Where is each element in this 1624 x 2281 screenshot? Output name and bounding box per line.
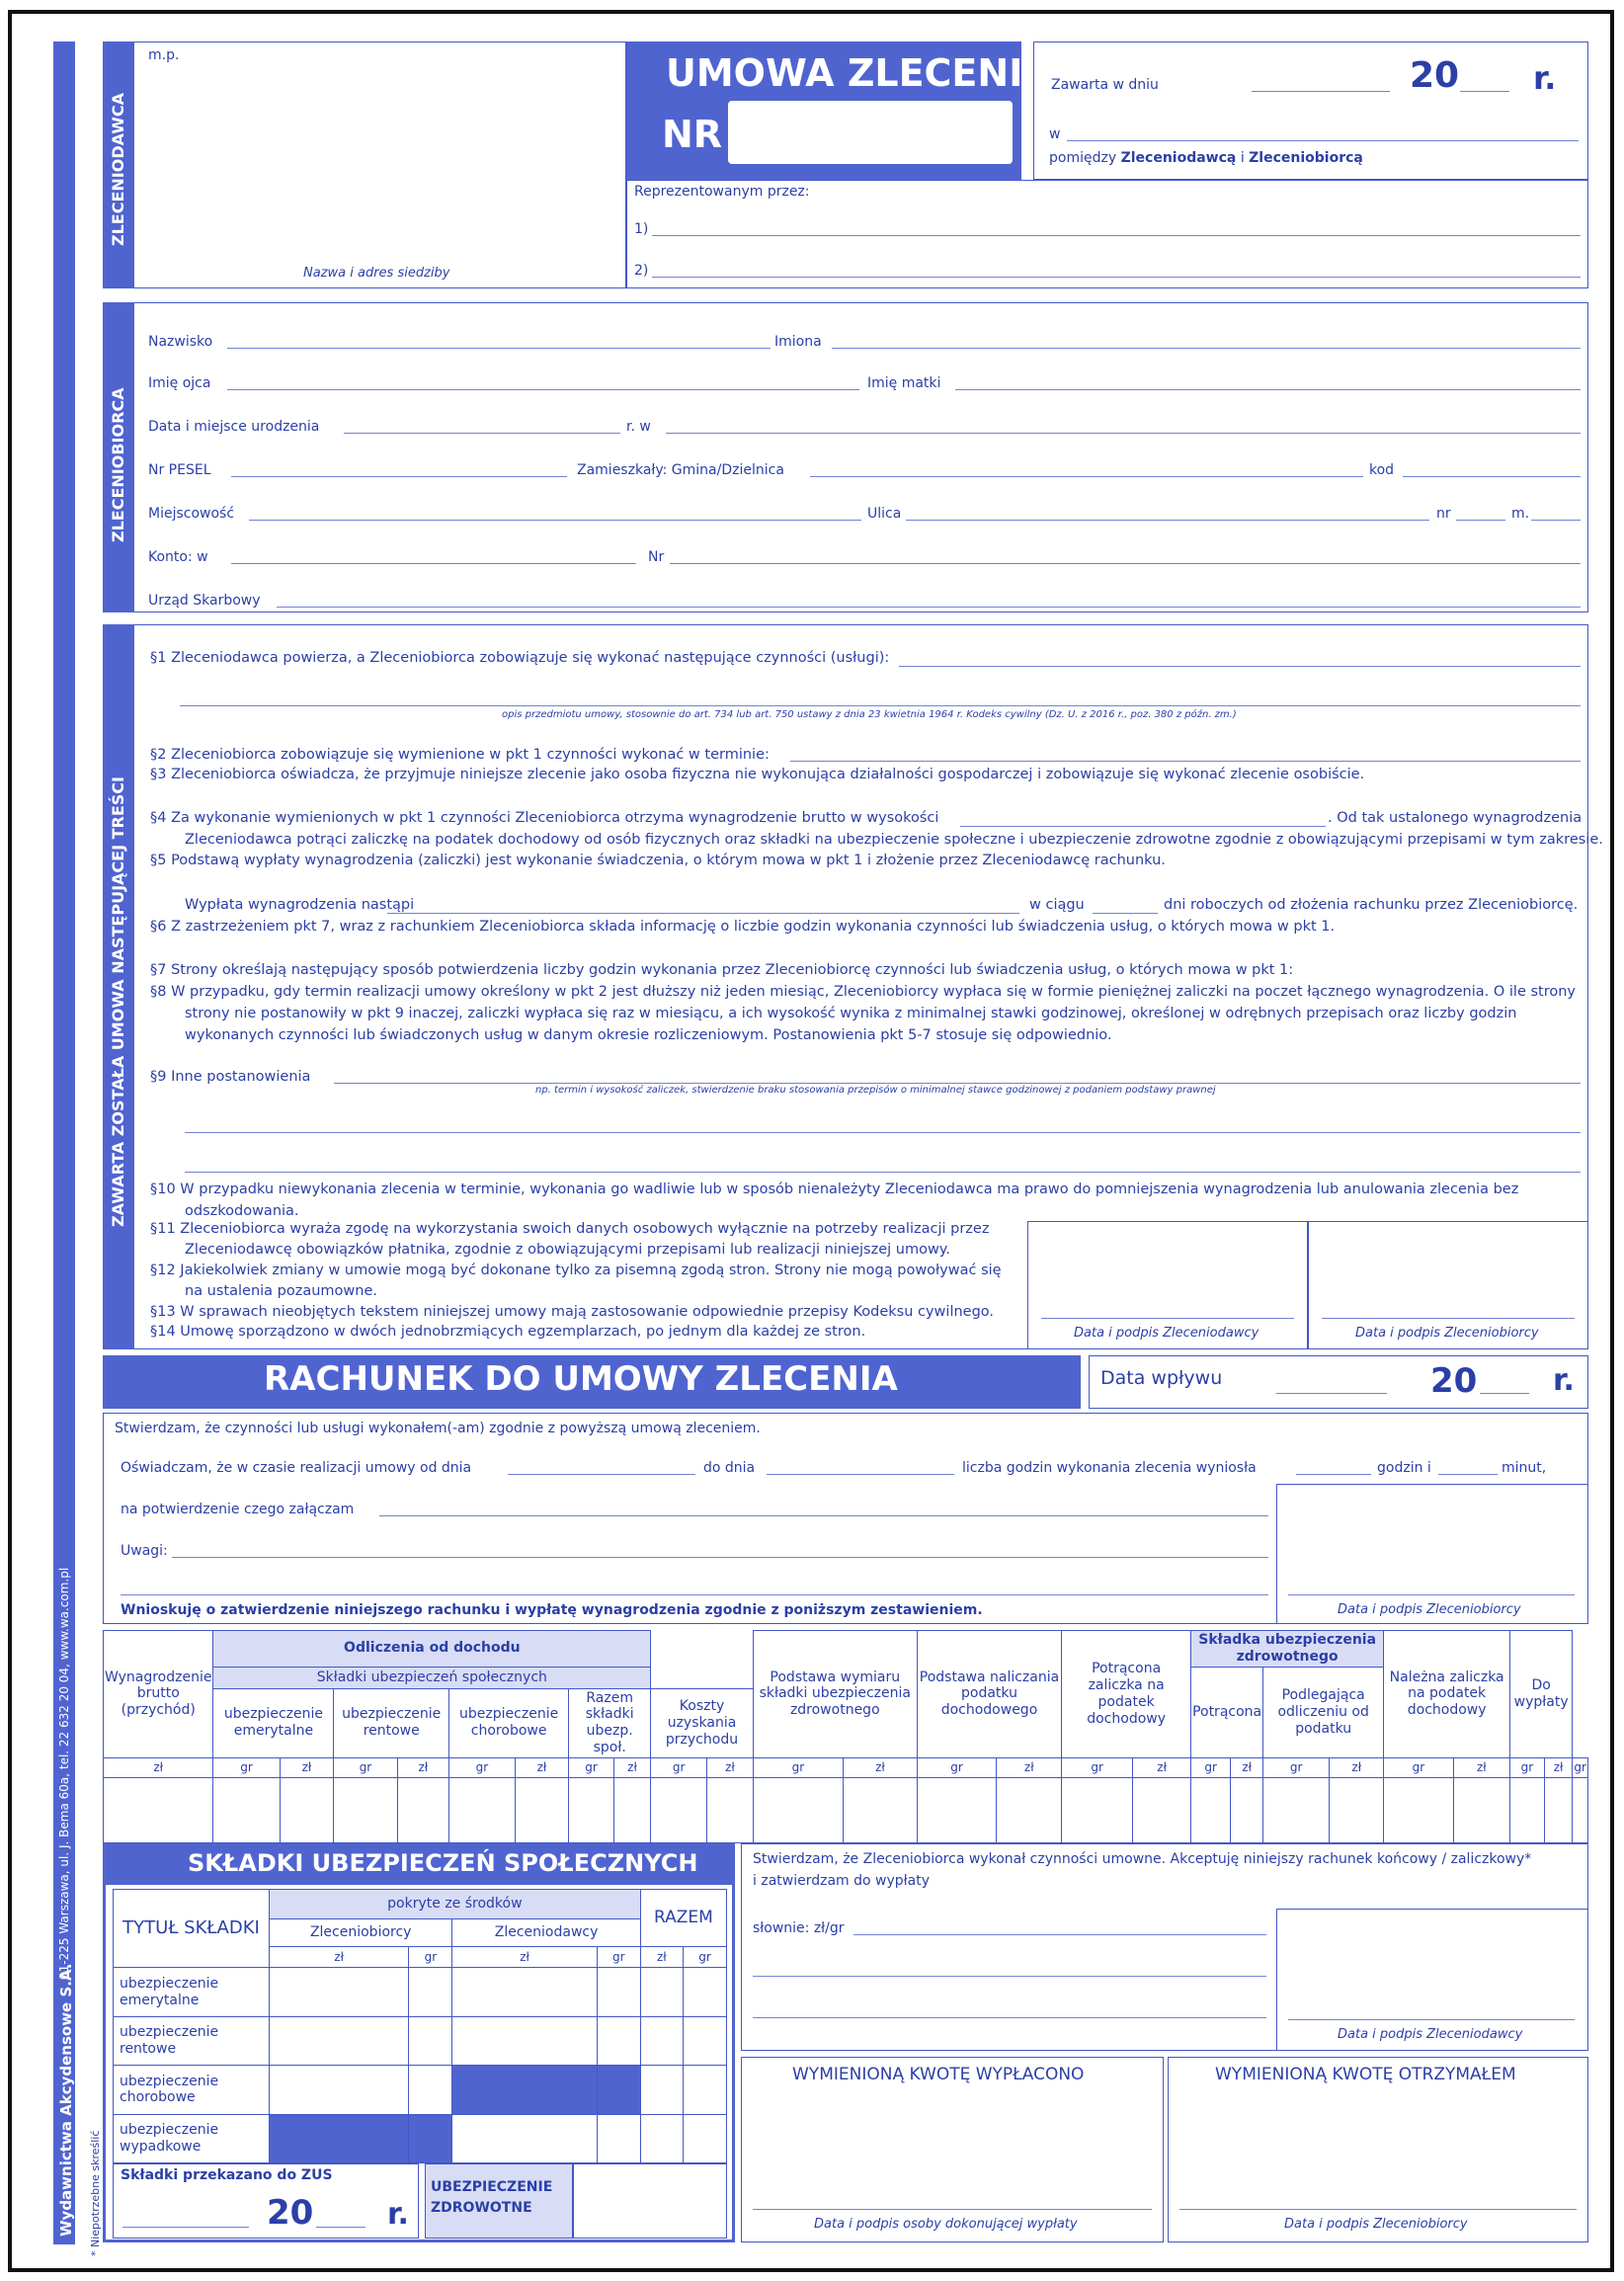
p1-field[interactable] [899, 666, 1581, 667]
cell[interactable] [684, 2016, 727, 2065]
th-zb: Zleceniobiorcy [270, 1919, 452, 1947]
p11b: Zleceniodawcę obowiązków płatnika, zgodnie z obowiązującymi przepisami lub realizacji niniejszej umowy. [185, 1242, 950, 1258]
cell[interactable] [409, 1968, 452, 2016]
do-dnia-field[interactable] [767, 1474, 954, 1475]
place-field[interactable] [1067, 140, 1579, 141]
konto-nr-field[interactable] [670, 563, 1581, 564]
od-dnia-field[interactable] [508, 1474, 695, 1475]
slownie-field-2[interactable] [753, 1976, 1266, 1977]
rach-year: 20 [1430, 1361, 1478, 1401]
rep1-label: 1) [634, 221, 649, 237]
bank-field[interactable] [231, 563, 636, 564]
th-zl: zł [707, 1757, 754, 1777]
amount-cell[interactable] [1544, 1777, 1572, 1842]
th-gr-2: gr [597, 1946, 640, 1967]
rach-l2c: liczba godzin wykonania zlecenia wyniosła [962, 1460, 1257, 1476]
data-wplywu-label: Data wpływu [1100, 1367, 1223, 1389]
p8: §8 W przypadku, gdy termin realizacji umowy określony w pkt 2 jest dłuższy niż jeden miesiąc, Zleceniobiorcy wypłaca się w formie pieniężnej zaliczki na poczet łącznego wynagrodzenia. O ile strony [150, 984, 1577, 1000]
data-ur-label: Data i miejsce urodzenia [148, 419, 320, 435]
th-gr-1: gr [409, 1946, 452, 1967]
p9-field[interactable] [334, 1083, 1581, 1084]
th-zl-1: zł [270, 1946, 409, 1967]
nr-label: nr [1436, 506, 1451, 522]
zleceniodawca-box [103, 41, 626, 288]
imie-ojca-label: Imię ojca [148, 375, 211, 391]
zleceniobiorca-box [103, 302, 1588, 612]
rach-l2d: godzin i [1377, 1460, 1431, 1476]
th-em: ubezpieczenie emerytalne [213, 1688, 334, 1757]
rep1-field[interactable] [652, 235, 1581, 236]
miejsce-ur-field[interactable] [666, 433, 1581, 434]
rach-r: r. [1553, 1363, 1575, 1398]
p10b: odszkodowania. [185, 1203, 299, 1219]
imie-matki-field[interactable] [955, 389, 1581, 390]
amount-cell[interactable] [515, 1777, 568, 1842]
rach-sig-label: Data i podpis Zleceniobiorcy [1338, 1602, 1521, 1617]
uwagi-field[interactable] [172, 1557, 1268, 1558]
rachunek-title: RACHUNEK DO UMOWY ZLECENIA [264, 1359, 898, 1399]
amount-cell[interactable] [707, 1777, 754, 1842]
th-podst: Podstawa wymiaru składki ubezpieczenia zdrowotnego [753, 1631, 917, 1758]
cell[interactable] [684, 2066, 727, 2114]
akc-l2: i zatwierdzam do wypłaty [753, 1873, 930, 1889]
p8c: wykonanych czynności lub świadczonych usług w danym okresie rozliczeniowym. Postanowienia pkt 5-7 stosuje się odpowiednio. [185, 1027, 1112, 1043]
skladki-title: SKŁADKI UBEZPIECZEŃ SPOŁECZNYCH [188, 1849, 698, 1877]
uwagi-field-2[interactable] [121, 1594, 1268, 1595]
p5c: w ciągu [1029, 897, 1085, 913]
p9-field-2[interactable] [185, 1132, 1581, 1133]
nazwisko-field[interactable] [227, 348, 771, 349]
imiona-label: Imiona [774, 334, 822, 350]
amount-cell[interactable] [1330, 1777, 1384, 1842]
p4c: Zleceniodawca potrąci zaliczkę na podatek dochodowy od osób fizycznych oraz składki na ubezpieczenie społeczne i ubezpieczenie zdrowotne zgodnie z obowiązującymi przepisami w tym zakresie. [185, 832, 1603, 848]
amount-cell[interactable] [651, 1777, 707, 1842]
rach-l1: Stwierdzam, że czynności lub usługi wykonałem(-am) zgodnie z powyższą umową zleceniem. [115, 1421, 761, 1436]
th-gr: gr [1263, 1757, 1330, 1777]
slownie-label: słownie: zł/gr [753, 1920, 845, 1936]
wyp-label: WYMIENIONĄ KWOTĘ WYPŁACONO [792, 2065, 1085, 2084]
amount-cell[interactable] [753, 1777, 843, 1842]
amount-cell[interactable] [334, 1777, 397, 1842]
th-razem: RAZEM [640, 1890, 726, 1947]
publisher-name: Wydawnictwa Akcydensowe S.A. [57, 1963, 75, 2237]
th-gr: gr [334, 1757, 397, 1777]
p5-days-field[interactable] [1093, 913, 1158, 914]
nazwa-label: Nazwa i adres siedziby [303, 266, 450, 281]
otrz-label: WYMIENIONĄ KWOTĘ OTRZYMAŁEM [1215, 2065, 1516, 2084]
rach-l4: Uwagi: [121, 1543, 168, 1559]
amount-cell[interactable] [397, 1777, 449, 1842]
th-zl: zł [1231, 1757, 1263, 1777]
cell[interactable] [452, 2016, 597, 2065]
amount-cell[interactable] [613, 1777, 650, 1842]
ulica-field[interactable] [906, 520, 1429, 521]
nr-field[interactable] [1456, 520, 1505, 521]
p9: §9 Inne postanowienia [150, 1069, 311, 1085]
th-gr-3: gr [684, 1946, 727, 1967]
amount-cell[interactable] [1133, 1777, 1191, 1842]
zl-gr-row [104, 1757, 1588, 1777]
row-emerytalne: ubezpieczenie emerytalne [114, 1968, 270, 2016]
cell[interactable] [452, 1968, 597, 2016]
slownie-field[interactable] [853, 1934, 1266, 1935]
p12b: na ustalenia pozaumowne. [185, 1283, 377, 1299]
p4a: §4 Za wykonanie wymienionych w pkt 1 czynności Zleceniobiorca otrzyma wynagrodzenie brutto w wysokości [150, 810, 939, 826]
amount-cell[interactable] [844, 1777, 918, 1842]
przek-year: 20 [267, 2193, 314, 2233]
wyp-box[interactable] [741, 2057, 1164, 2242]
p8b: strony nie postanowiły w pkt 9 inaczej, zaliczki wypłaca się raz w miesiącu, a ich wysokość wynika z minimalnej stawki godzinowej, określonej w odrębnych przepisach oraz liczby godzin [185, 1006, 1517, 1021]
th-gr: gr [1191, 1757, 1231, 1777]
zleceniodawca-label: ZLECENIODAWCA [109, 92, 127, 246]
publisher-address: 01-225 Warszawa, ul. J. Bema 60a, tel. 22 632 20 04, www.wa.com.pl [57, 1567, 71, 1980]
footnote: * Niepotrzebne skreślić [89, 2130, 102, 2256]
minut-field[interactable] [1438, 1474, 1498, 1475]
th-gr: gr [1062, 1757, 1133, 1777]
imie-ojca-field[interactable] [227, 389, 859, 390]
p9-field-3[interactable] [185, 1172, 1581, 1173]
amount-cell[interactable] [997, 1777, 1062, 1842]
cell[interactable] [640, 2066, 683, 2114]
th-pokryte: pokryte ze środków [270, 1890, 641, 1919]
zawarta-label: Zawarta w dniu [1051, 77, 1159, 93]
th-gr: gr [213, 1757, 280, 1777]
th-koszty-spacer [651, 1631, 754, 1689]
th-tytul: TYTUŁ SKŁADKI [114, 1890, 270, 1968]
imiona-field[interactable] [832, 348, 1581, 349]
th-potr: Potrącona [1191, 1667, 1263, 1757]
p11: §11 Zleceniobiorca wyraża zgodę na wykorzystania swoich danych osobowych wyłącznie na potrzeby realizacji przez [150, 1221, 990, 1237]
zamieszkaly-label: Zamieszkały: Gmina/Dzielnica [577, 462, 784, 478]
year-prefix: 20 [1410, 55, 1460, 96]
pesel-label: Nr PESEL [148, 462, 211, 478]
amount-cell[interactable] [213, 1777, 280, 1842]
rep2-label: 2) [634, 263, 649, 279]
th-cho: ubezpieczenie chorobowe [449, 1688, 569, 1757]
przek-year-field[interactable] [316, 2227, 365, 2228]
cell[interactable] [270, 2016, 409, 2065]
th-skl: Składki ubezpieczeń społecznych [213, 1667, 651, 1688]
cell[interactable] [640, 2016, 683, 2065]
slownie-field-3[interactable] [753, 2017, 1266, 2018]
amount-cell[interactable] [1453, 1777, 1510, 1842]
p1: §1 Zleceniodawca powierza, a Zleceniobiorca zobowiązuje się wykonać następujące czynności (usługi): [150, 650, 890, 666]
th-gr: gr [753, 1757, 843, 1777]
th-podst-pod: Podstawa naliczania podatku dochodowego [917, 1631, 1061, 1758]
p4-field[interactable] [960, 826, 1326, 827]
p14: §14 Umowę sporządzono w dwóch jednobrzmiących egzemplarzach, po jednym dla każdej ze stron. [150, 1324, 866, 1340]
p10: §10 W przypadku niewykonania zlecenia w terminie, wykonania go wadliwie lub w sposób nienależyty Zleceniodawca ma prawo do pomniejszenia wynagrodzenia lub anulowania zlecenia bez [150, 1181, 1519, 1197]
amount-cell[interactable] [1231, 1777, 1263, 1842]
form-page [8, 10, 1614, 2272]
cell-shaded [270, 2114, 409, 2162]
cell[interactable] [409, 2016, 452, 2065]
calc-table [103, 1630, 1588, 1843]
sig-wyp-label: Data i podpis osoby dokonującej wypłaty [814, 2217, 1078, 2232]
amount-cell[interactable] [449, 1777, 516, 1842]
nr-label: NR [662, 113, 723, 156]
cell[interactable] [270, 2066, 409, 2114]
akc-sig-label: Data i podpis Zleceniodawcy [1338, 2027, 1523, 2042]
th-zl: zł [397, 1757, 449, 1777]
cell[interactable] [684, 1968, 727, 2016]
amount-cell[interactable] [1191, 1777, 1231, 1842]
th-zl: zł [1453, 1757, 1510, 1777]
r-label: r. [1533, 59, 1557, 97]
th-zl: zł [997, 1757, 1062, 1777]
th-zl: zł [104, 1757, 213, 1777]
rach-l2a: Oświadczam, że w czasie realizacji umowy od dnia [121, 1460, 472, 1476]
th-potr-zal: Potrącona zaliczka na podatek dochodowy [1062, 1631, 1191, 1758]
th-zl-3: zł [640, 1946, 683, 1967]
th-gr: gr [1573, 1757, 1588, 1777]
p2-field[interactable] [790, 761, 1581, 762]
urzad-label: Urząd Skarbowy [148, 593, 261, 609]
skladki-table [113, 1889, 727, 2163]
sig-otrz-label: Data i podpis Zleceniobiorcy [1284, 2217, 1468, 2232]
cell-shaded [597, 2066, 640, 2114]
tresc-label: ZAWARTA ZOSTAŁA UMOWA NASTĘPUJĄCEJ TREŚCI [109, 776, 127, 1227]
th-gr: gr [569, 1757, 614, 1777]
th-gr: gr [1510, 1757, 1545, 1777]
zleceniobiorca-label: ZLECENIOBIORCA [109, 387, 127, 542]
p1-field-2[interactable] [180, 705, 1581, 706]
th-raz: Razem składki ubezp. społ. [569, 1688, 651, 1757]
row-rentowe: ubezpieczenie rentowe [114, 2016, 270, 2065]
nazwisko-label: Nazwisko [148, 334, 213, 350]
przek-date-field[interactable] [122, 2227, 249, 2228]
data-row [104, 1777, 1588, 1842]
rach-l2b: do dnia [703, 1460, 756, 1476]
p3: §3 Zleceniobiorca oświadcza, że przyjmuje niniejsze zlecenie jako osoba fizyczna nie wykonująca działalności gospodarczej i zobowiązuje się wykonać zlecenie osobiście. [150, 767, 1365, 782]
amount-cell[interactable] [104, 1777, 213, 1842]
date-field[interactable] [1252, 91, 1390, 92]
p13: §13 W sprawach nieobjętych tekstem niniejszej umowy mają zastosowanie odpowiednie przepisy Kodeksu cywilnego. [150, 1304, 995, 1320]
rep2-field[interactable] [652, 277, 1581, 278]
th-zd: Zleceniodawcy [452, 1919, 640, 1947]
cell[interactable] [452, 2114, 597, 2162]
th-zl: zł [613, 1757, 650, 1777]
amount-cell[interactable] [1384, 1777, 1453, 1842]
amount-cell[interactable] [1573, 1777, 1588, 1842]
th-zl: zł [1330, 1757, 1384, 1777]
zalaczam-field[interactable] [379, 1515, 1268, 1516]
amount-cell[interactable] [1263, 1777, 1330, 1842]
p5-field[interactable] [387, 913, 1019, 914]
ulica-label: Ulica [867, 506, 902, 522]
p1-note: opis przedmiotu umowy, stosownie do art. 734 lub art. 750 ustawy z dnia 23 kwietnia 1964 r. Kodeks cywilny (Dz. U. z 2016 r., poz. 380 z późn. zm.) [502, 709, 1237, 720]
kod-label: kod [1369, 462, 1395, 478]
p9-note: np. termin i wysokość zaliczek, stwierdzenie braku stosowania przepisów o minimalnej stawce godzinowej z podaniem podstawy prawnej [535, 1085, 1216, 1096]
konto-nr-label: Nr [648, 549, 665, 565]
cell[interactable] [270, 1968, 409, 2016]
zdrowotne-label: UBEZPIECZENIE ZDROWOTNE [431, 2179, 553, 2216]
rach-l2e: minut, [1502, 1460, 1547, 1476]
kod-field[interactable] [1403, 476, 1581, 477]
row-chorobowe: ubezpieczenie chorobowe [114, 2066, 270, 2114]
th-zl: zł [844, 1757, 918, 1777]
w-label: w [1049, 126, 1061, 142]
th-zl: zł [515, 1757, 568, 1777]
przek-r: r. [387, 2197, 409, 2232]
p7: §7 Strony określają następujący sposób potwierdzenia liczby godzin wykonania przez Zleceniobiorcę czynności lub świadczenia usług, o których mowa w pkt 1: [150, 962, 1294, 978]
cell-shaded [452, 2066, 597, 2114]
godzin-field[interactable] [1296, 1474, 1371, 1475]
cell[interactable] [684, 2114, 727, 2162]
p5: §5 Podstawą wypłaty wynagrodzenia (zaliczki) jest wykonanie świadczenia, o którym mowa w pkt 1 i złożenie przez Zleceniodawcę rachunku. [150, 853, 1166, 868]
th-gr: gr [651, 1757, 707, 1777]
amount-cell[interactable] [1510, 1777, 1545, 1842]
data-wplywu-field[interactable] [1276, 1393, 1387, 1394]
amount-cell[interactable] [1062, 1777, 1133, 1842]
amount-cell[interactable] [569, 1777, 614, 1842]
p6: §6 Z zastrzeżeniem pkt 7, wraz z rachunkiem Zleceniobiorca składa informację o liczbie godzin wykonania czynności lub świadczenia usług, o których mowa w pkt 1. [150, 919, 1336, 935]
th-zl: zł [1544, 1757, 1572, 1777]
cell[interactable] [640, 1968, 683, 2016]
p5b: Wypłata wynagrodzenia nastąpi [185, 897, 415, 913]
th-odl: Odliczenia od dochodu [213, 1631, 651, 1668]
th-zl: zł [1133, 1757, 1191, 1777]
cell[interactable] [409, 2066, 452, 2114]
pesel-field[interactable] [231, 476, 567, 477]
sig2-label: Data i podpis Zleceniobiorcy [1355, 1326, 1539, 1341]
data-ur-field[interactable] [344, 433, 620, 434]
th-podl: Podlegająca odliczeniu od podatku [1263, 1667, 1384, 1757]
th-wyn: Wynagrodzenie brutto (przychód) [104, 1631, 213, 1758]
cell[interactable] [640, 2114, 683, 2162]
p4b: . Od tak ustalonego wynagrodzenia [1328, 810, 1583, 826]
th-zl: zł [280, 1757, 334, 1777]
m-label: m. [1511, 506, 1530, 522]
th-gr: gr [1384, 1757, 1453, 1777]
otrz-box[interactable] [1168, 2057, 1588, 2242]
th-koszty: Koszty uzyskania przychodu [651, 1688, 754, 1757]
amount-cell[interactable] [280, 1777, 334, 1842]
cell[interactable] [597, 2114, 640, 2162]
rep-label: Reprezentowanym przez: [634, 184, 810, 200]
rach-l3: na potwierdzenie czego załączam [121, 1502, 355, 1517]
th-zl-2: zł [452, 1946, 597, 1967]
th-gr: gr [449, 1757, 516, 1777]
rach-l5: Wnioskuję o zatwierdzenie niniejszego rachunku i wypłatę wynagrodzenia zgodnie z poniższym zestawieniem. [121, 1602, 983, 1618]
cell-shaded [409, 2114, 452, 2162]
przek-label: Składki przekazano do ZUS [121, 2167, 333, 2183]
th-ren: ubezpieczenie rentowe [334, 1688, 449, 1757]
m-field[interactable] [1531, 520, 1581, 521]
gmina-field[interactable] [810, 476, 1363, 477]
mp-label: m.p. [148, 47, 180, 63]
th-nal: Należna zaliczka na podatek dochodowy [1384, 1631, 1510, 1758]
th-gr: gr [917, 1757, 997, 1777]
p12: §12 Jakiekolwiek zmiany w umowie mogą być dokonane tylko za pisemną zgodą stron. Strony nie mogą powoływać się [150, 1263, 1002, 1278]
amount-cell[interactable] [917, 1777, 997, 1842]
zdrowotne-value[interactable] [573, 2163, 727, 2239]
miejscowosc-field[interactable] [249, 520, 861, 521]
p2: §2 Zleceniobiorca zobowiązuje się wymienione w pkt 1 czynności wykonać w terminie: [150, 747, 770, 763]
akc-l1: Stwierdzam, że Zleceniobiorca wykonał czynności umowne. Akceptuję niniejszy rachunek końcowy / zaliczkowy* [753, 1851, 1532, 1867]
p5d: dni roboczych od złożenia rachunku przez Zleceniobiorcę. [1164, 897, 1579, 913]
sig1-label: Data i podpis Zleceniodawcy [1074, 1326, 1259, 1341]
pomiedzy-text: pomiędzy Zleceniodawcą i Zleceniobiorcą [1049, 150, 1363, 166]
row-wypadkowe: ubezpieczenie wypadkowe [114, 2114, 270, 2162]
miejscowosc-label: Miejscowość [148, 506, 235, 522]
th-zdrow: Składka ubezpieczenia zdrowotnego [1191, 1631, 1384, 1668]
urzad-field[interactable] [277, 607, 1581, 608]
form-title: UMOWA ZLECENIE [666, 51, 1049, 95]
rw-label: r. w [626, 419, 651, 435]
th-do-wyp: Do wypłaty [1510, 1631, 1573, 1758]
rach-year-field[interactable] [1480, 1393, 1529, 1394]
cell[interactable] [597, 1968, 640, 2016]
cell[interactable] [597, 2016, 640, 2065]
konto-label: Konto: w [148, 549, 208, 565]
nr-input[interactable] [728, 101, 1013, 164]
imie-matki-label: Imię matki [867, 375, 941, 391]
